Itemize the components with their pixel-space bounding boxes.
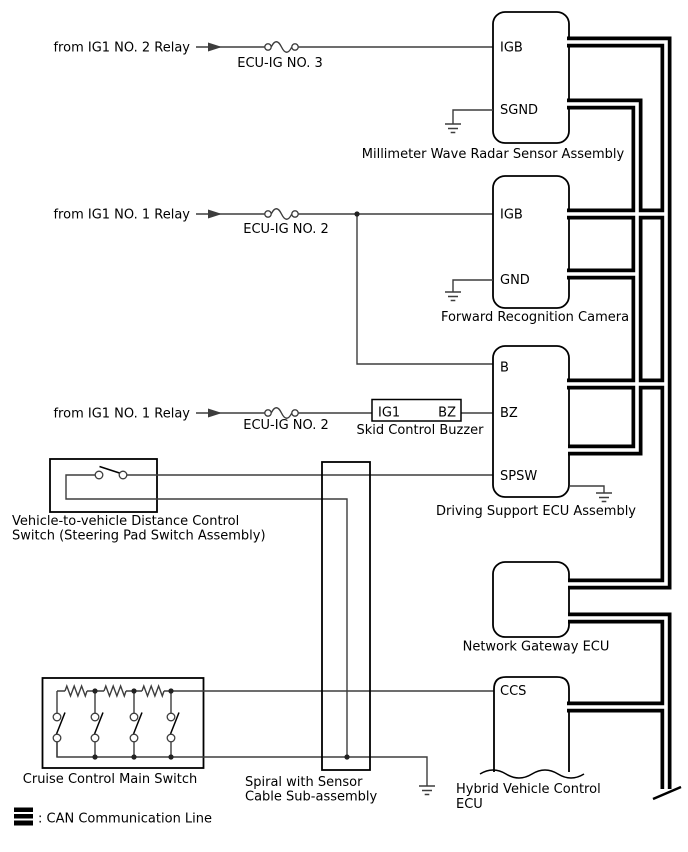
arrow-icon (208, 43, 222, 52)
wire-row2 (196, 214, 493, 364)
feed-source-label: from IG1 NO. 1 Relay (53, 207, 190, 223)
cruise-control-main-switch (43, 678, 495, 786)
radar-box (493, 12, 569, 143)
pin-igb: IGB (500, 207, 523, 223)
cruise-switch-label: Cruise Control Main Switch (22, 772, 198, 787)
spiral-cable-label-2: Cable Sub-assembly (245, 789, 378, 805)
radar-label: Millimeter Wave Radar Sensor Assembly (361, 147, 625, 162)
fuse-ecu-ig-no3-icon (265, 42, 298, 53)
distance-switch-label-2: Switch (Steering Pad Switch Assembly) (12, 528, 266, 544)
ground-icon (419, 786, 435, 795)
pin-b: B (500, 360, 509, 376)
junction-dot (168, 754, 173, 759)
ground-icon (445, 280, 493, 301)
legend (14, 808, 212, 827)
dsecu-label: Driving Support ECU Assembly (435, 504, 637, 519)
ground-icon (445, 110, 493, 133)
hybrid-ecu-box (480, 677, 584, 778)
distance-switch-label-1: Vehicle-to-vehicle Distance Control (12, 514, 240, 529)
pin-spsw: SPSW (500, 469, 538, 484)
junction-dot (344, 754, 349, 759)
fuse-ecu-ig-no2-icon (265, 209, 298, 220)
pin-gnd: GND (500, 273, 530, 288)
junction-dot (354, 211, 359, 216)
arrow-icon (208, 210, 222, 219)
buzzer-pin-ig1: IG1 (378, 405, 401, 421)
fuse-label: ECU-IG NO. 3 (237, 56, 323, 71)
fuse-label: ECU-IG NO. 2 (243, 222, 329, 237)
junction-dot (131, 688, 136, 693)
junction-dot (92, 688, 97, 693)
camera-box (493, 176, 569, 308)
junction-dot (92, 754, 97, 759)
feed-source-label: from IG1 NO. 2 Relay (53, 40, 190, 56)
spiral-cable-box (322, 462, 370, 770)
arrow-icon (208, 409, 222, 418)
pin-igb: IGB (500, 40, 523, 56)
power-feed-wires (196, 43, 493, 418)
buzzer-pin-bz: BZ (438, 405, 456, 421)
junction-dot (131, 754, 136, 759)
spiral-cable-label-1: Spiral with Sensor (245, 775, 363, 790)
network-gateway-label: Network Gateway ECU (462, 639, 610, 655)
junction-dot (168, 688, 173, 693)
hybrid-ecu-label-1: Hybrid Vehicle Control (456, 782, 601, 797)
ground-icon (570, 486, 612, 502)
pin-bz: BZ (500, 406, 518, 421)
network-gateway-ecu-box (493, 562, 569, 637)
pin-ccs: CCS (500, 684, 527, 699)
hybrid-ecu-label-2: ECU (456, 797, 483, 812)
fuse-ecu-ig-no2b-icon (265, 408, 298, 419)
fuse-label: ECU-IG NO. 2 (243, 418, 329, 433)
feed-source-label: from IG1 NO. 1 Relay (53, 406, 190, 422)
buzzer-label: Skid Control Buzzer (356, 423, 484, 438)
pin-sgnd: SGND (500, 103, 539, 118)
can-line-legend-icon (14, 808, 33, 826)
legend-text: : CAN Communication Line (38, 811, 213, 827)
camera-label: Forward Recognition Camera (440, 310, 630, 325)
